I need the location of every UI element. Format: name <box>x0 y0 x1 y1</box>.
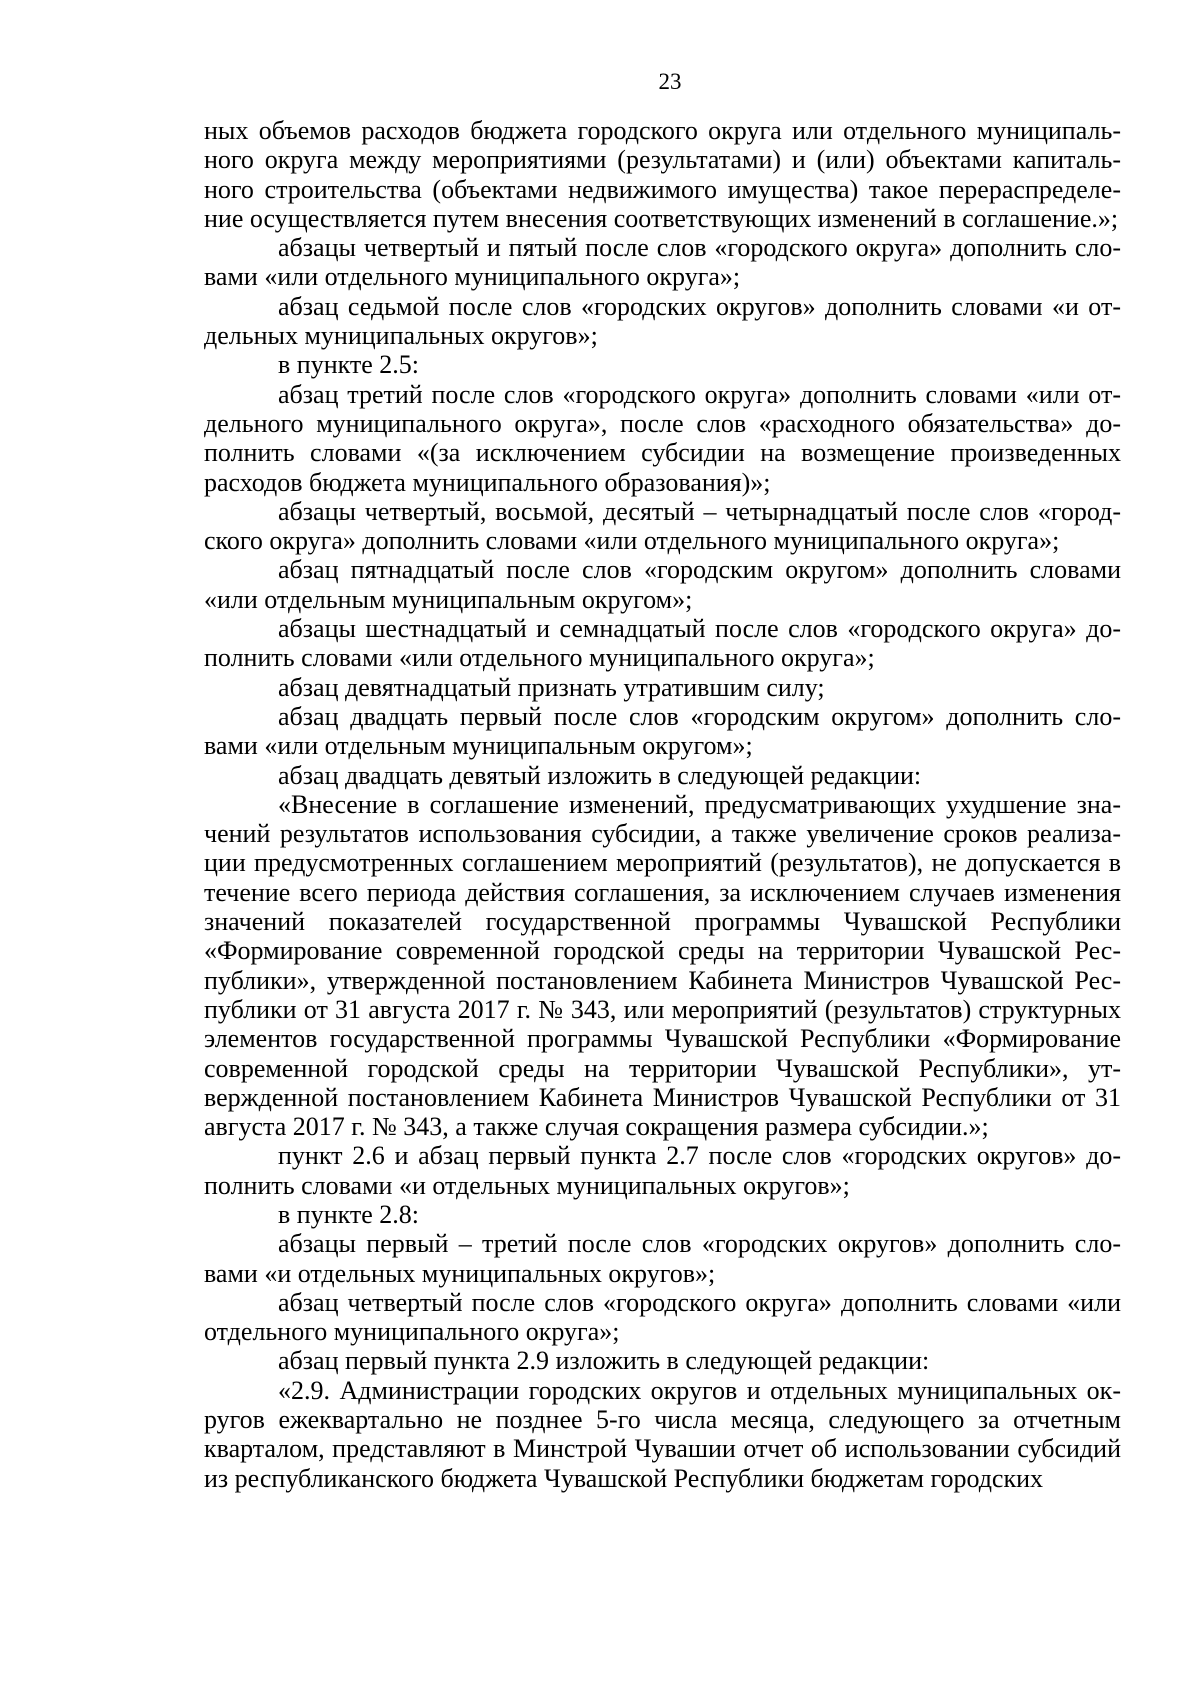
paragraph-1: ных объемов расходов бюджета городского округа или отдельного муниципального округа между мероприятиями (результатами) и (или) объектами капитального строительства (объектами недвижимого имущества) такое перераспределение осуществляется путем внесения соответствующих изменений в соглашение.»; <box>204 116 1121 233</box>
document-body <box>204 116 1121 1493</box>
paragraph-18: «2.9. Администрации городских округов и отдельных муниципальных округов ежеквартально не позднее 5-го числа месяца, следующего за отчетным кварталом, представляют в Минстрой Чувашии отчет об использовании субсидий из республиканского бюджета Чувашской Республики бюджетам городских <box>204 1375 1121 1493</box>
paragraph-13: пункт 2.6 и абзац первый пункта 2.7 после слов «городских округов» дополнить словами «и отдельных муниципальных округов»; <box>204 1141 1121 1200</box>
paragraph-8: абзацы шестнадцатый и семнадцатый после слов «городского округа» дополнить словами «или отдельного муниципального округа»; <box>204 614 1121 673</box>
paragraph-2: абзацы четвертый и пятый после слов «городского округа» дополнить словами «или отдельного муниципального округа»; <box>204 233 1121 292</box>
page-number: 23 <box>658 69 682 94</box>
paragraph-7: абзац пятнадцатый после слов «городским округом» дополнить словами «или отдельным муниципальным округом»; <box>204 555 1121 614</box>
paragraph-15: абзацы первый – третий после слов «городских округов» дополнить словами «и отдельных муниципальных округов»; <box>204 1229 1121 1288</box>
paragraph-5: абзац третий после слов «городского округа» дополнить словами «или отдельного муниципального округа», после слов «расходного обязательства» дополнить словами «(за исключением субсидии на возмещение произведенных расходов бюджета муниципального образования)»; <box>204 379 1121 497</box>
paragraph-12: «Внесение в соглашение изменений, предусматривающих ухудшение значений результатов использования субсидии, а также увеличение сроков реализации предусмотренных соглашением мероприятий (результатов), не допускается в течение всего периода действия соглашения, за исключением случаев изменения значений показателей государственной программы Чувашской Республики «Формирование современной городской среды на территории Чувашской Республики», утвержденной постановлением Кабинета Министров Чувашской Республики от 31 августа 2017 г. № 343, или мероприятий (результатов) структурных элементов государственной программы Чувашской Республики «Формирование современной городской среды на территории Чувашской Республики», утвержденной постановлением Кабинета Министров Чувашской Республики от 31 августа 2017 г. № 343, а также случая сокращения размера субсидии.»; <box>204 789 1121 1142</box>
paragraph-4: в пункте 2.5: <box>278 350 420 380</box>
paragraph-11: абзац двадцать девятый изложить в следующей редакции: <box>278 760 922 790</box>
paragraph-17: абзац первый пункта 2.9 изложить в следующей редакции: <box>278 1346 930 1376</box>
paragraph-14: в пункте 2.8: <box>278 1199 420 1229</box>
paragraph-3: абзац седьмой после слов «городских округов» дополнить словами «и отдельных муниципальных округов»; <box>204 291 1121 351</box>
paragraph-10: абзац двадцать первый после слов «городским округом» дополнить словами «или отдельным муниципальным округом»; <box>204 701 1121 761</box>
paragraph-16: абзац четвертый после слов «городского округа» дополнить словами «или отдельного муниципального округа»; <box>204 1287 1121 1347</box>
paragraph-6: абзацы четвертый, восьмой, десятый – четырнадцатый после слов «городского округа» дополнить словами «или отдельного муниципального округа»; <box>204 496 1121 556</box>
paragraph-9: абзац девятнадцатый признать утратившим силу; <box>278 672 825 702</box>
